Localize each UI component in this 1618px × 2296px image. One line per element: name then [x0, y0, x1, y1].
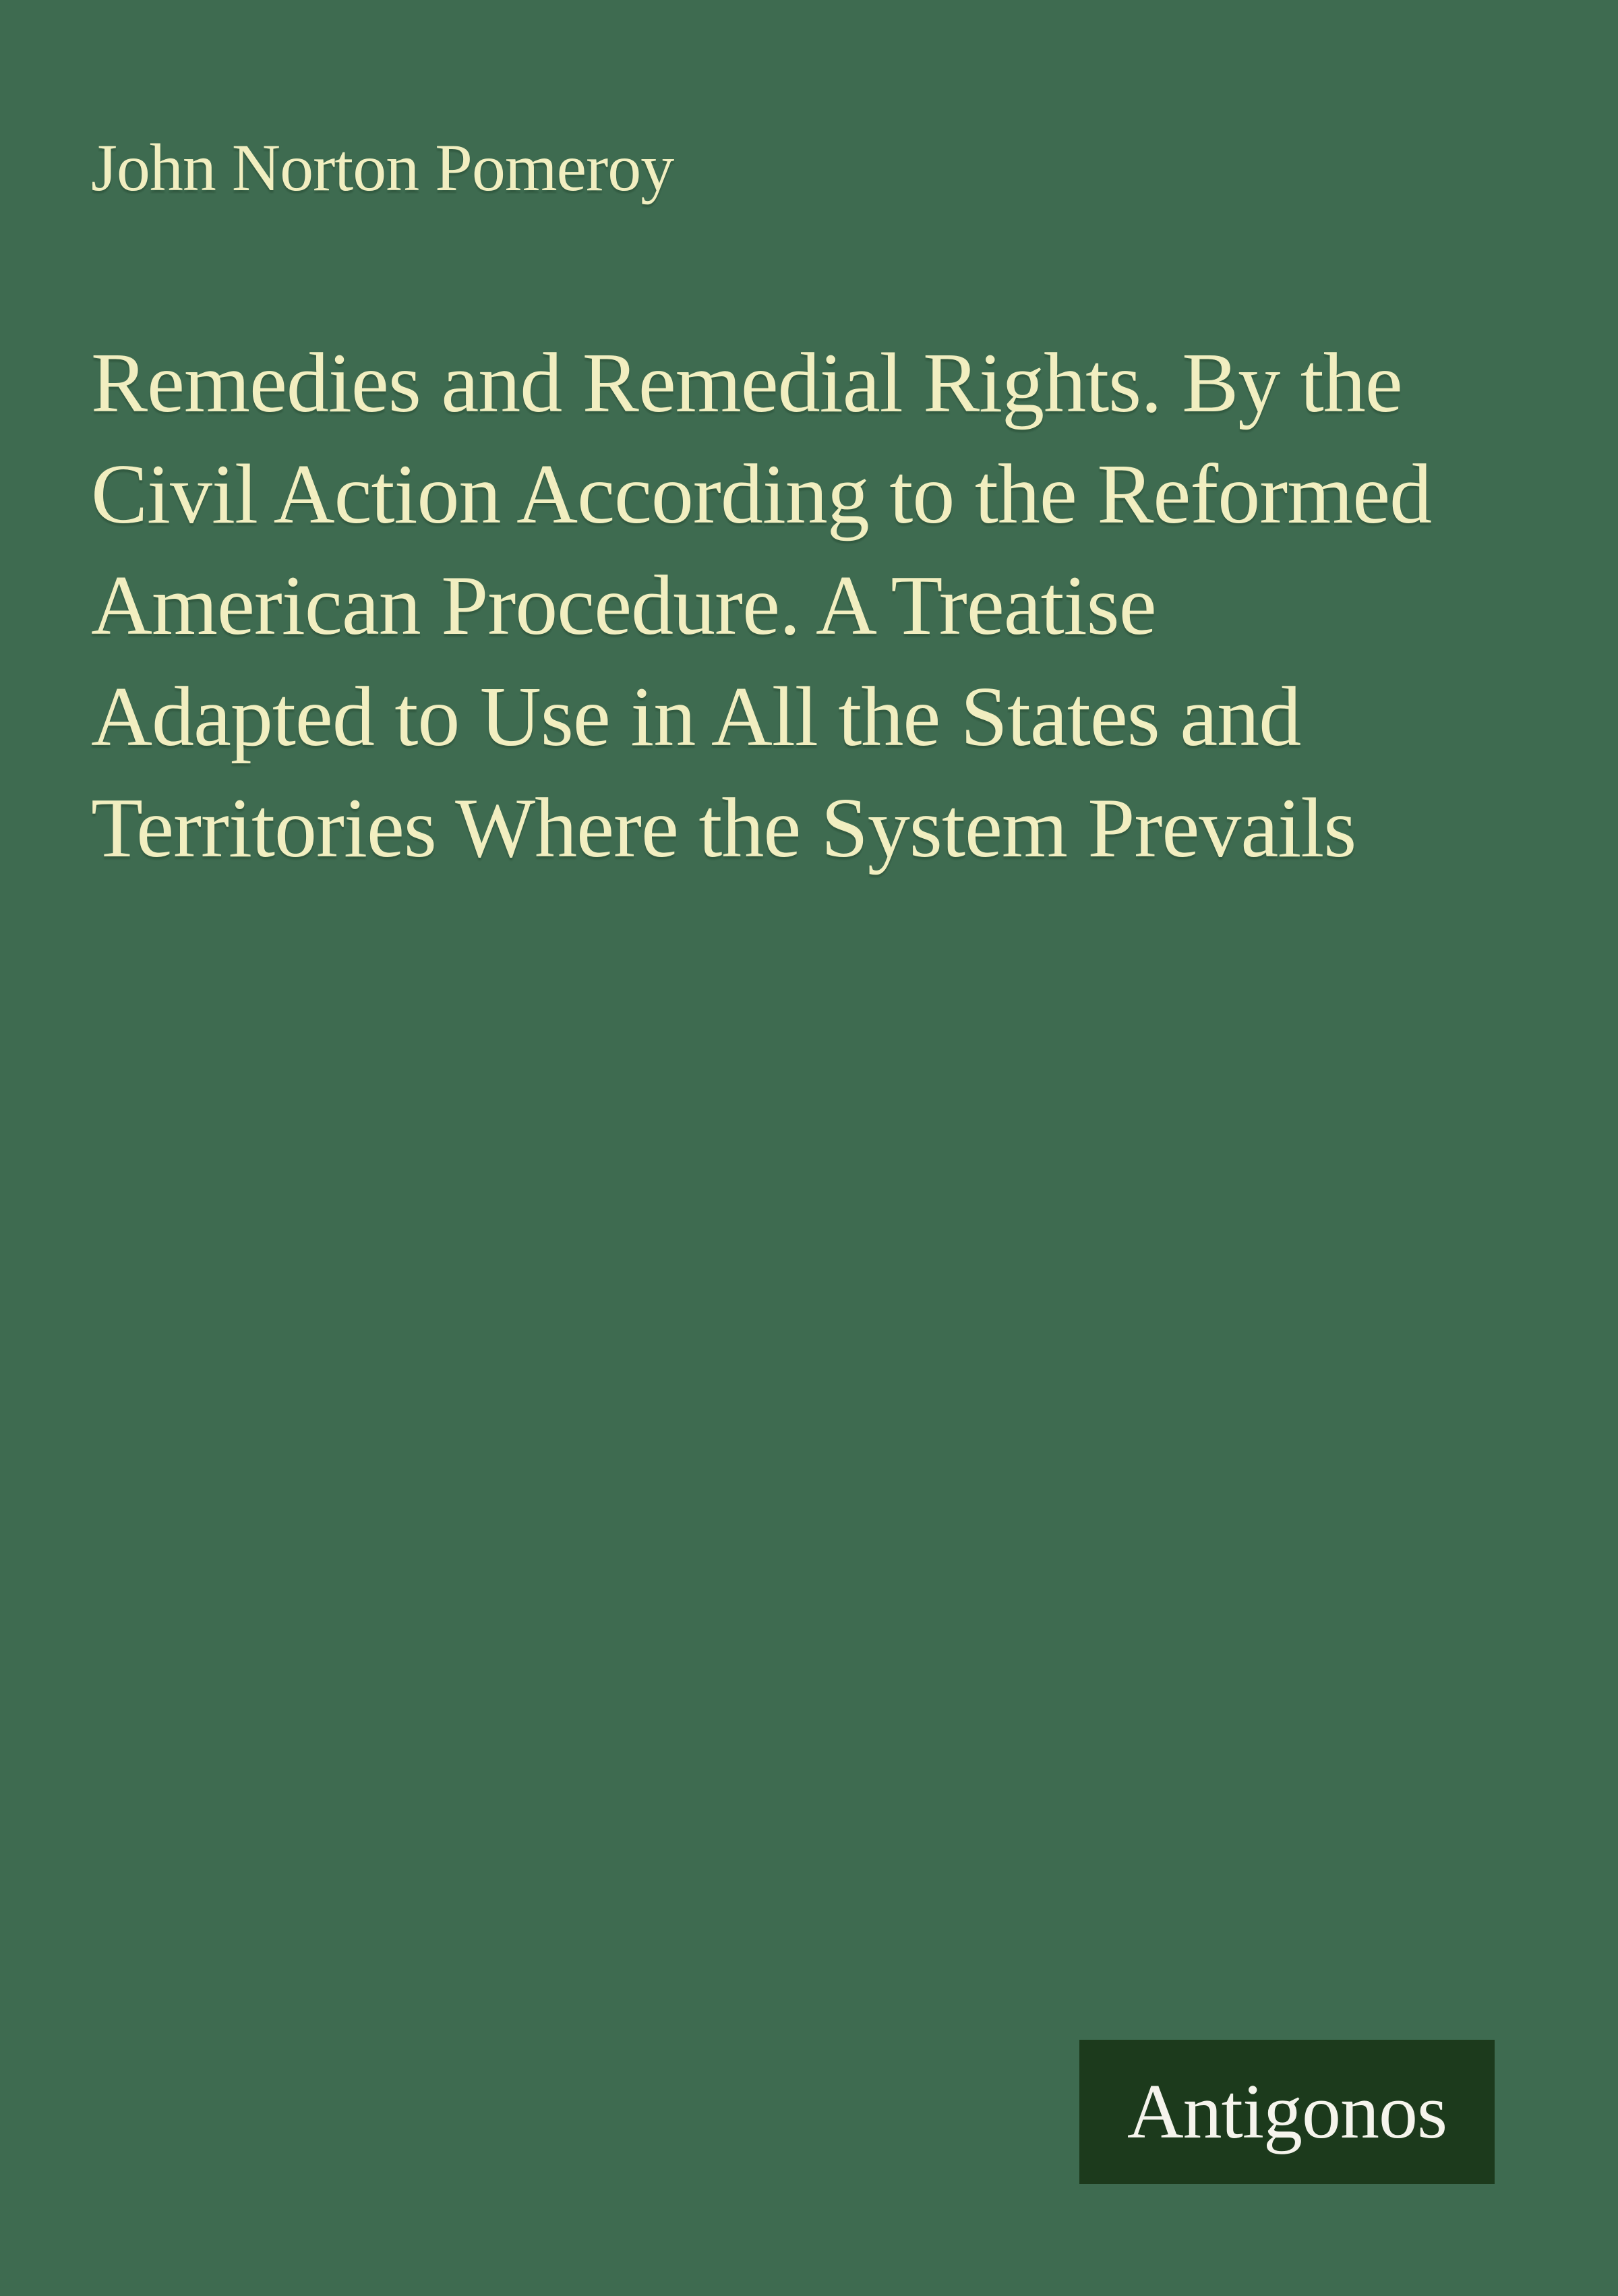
- title-line: Adapted to Use in All the States and: [91, 670, 1301, 764]
- book-title: [91, 328, 1431, 884]
- author-name: John Norton Pomeroy: [91, 130, 674, 205]
- title-line: American Procedure. A Treatise: [91, 559, 1156, 653]
- title-line: Territories Where the System Prevails: [91, 782, 1356, 875]
- publisher-logo: [1079, 2040, 1495, 2184]
- title-line: Remedies and Remedial Rights. By the: [91, 336, 1402, 430]
- title-line: Civil Action According to the Reformed: [91, 448, 1432, 541]
- publisher-name: Antigonos: [1127, 2069, 1447, 2155]
